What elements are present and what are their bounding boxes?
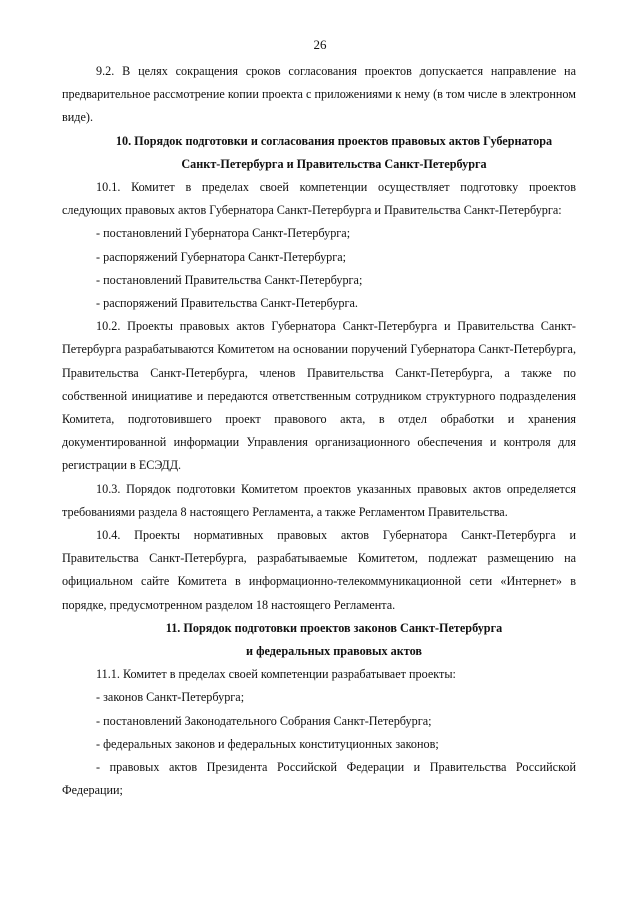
list-item: - федеральных законов и федеральных конституционных законов; [96,736,439,751]
section-11-heading-line-1: 11. Порядок подготовки проектов законов Санкт-Петербурга [165,620,503,635]
paragraph-10-4: 10.4. Проекты нормативных правовых актов Губернатора Санкт-Петербурга и Правительства Санкт-Петербурга, разрабатываемые Комитетом, подлежат размещению на официальном сайте Комитета в информационно-телекоммуникационной сети «Интернет» в порядке, предусмотренном разделом 18 настоящего Регламента. [62,528,576,612]
paragraph-9-2: 9.2. В целях сокращения сроков согласования проектов допускается направление на предварительное рассмотрение копии проекта с приложениями к нему (в том числе в электронном виде). [62,64,576,125]
section-10-heading-line-2: Санкт-Петербурга и Правительства Санкт-Петербурга [181,156,487,171]
paragraph-11-1: 11.1. Комитет в пределах своей компетенции разрабатывает проекты: [96,667,456,682]
list-item: - распоряжений Губернатора Санкт-Петербурга; [96,249,347,264]
list-item: - правовых актов Президента Российской Федерации и Правительства Российской Федерации; [62,760,576,798]
section-10-heading-line-1: 10. Порядок подготовки и согласования проектов правовых актов Губернатора [115,133,553,148]
document-body [62,60,576,803]
paragraph-10-3: 10.3. Порядок подготовки Комитетом проектов указанных правовых актов определяется требованиями раздела 8 настоящего Регламента, а также Регламентом Правительства. [62,481,576,519]
list-item: - постановлений Правительства Санкт-Петербурга; [96,272,363,287]
section-11-heading-line-2: и федеральных правовых актов [246,644,422,659]
list-item: - постановлений Губернатора Санкт-Петербурга; [96,226,351,241]
list-item: - распоряжений Правительства Санкт-Петербурга. [96,296,358,311]
page-number: 26 [313,37,327,52]
paragraph-10-2: 10.2. Проекты правовых актов Губернатора Санкт-Петербурга и Правительства Санкт-Петербурга разрабатываются Комитетом на основании поручений Губернатора Санкт-Петербурга, Правительства Санкт-Петербурга, членов Правительства Санкт-Петербурга, а также по собственной инициативе и передаются ответственным сотрудником структурного подразделения Комитета, подготовившего проект правового акта, в отдел обработки и хранения документированной информации Управления организационного обеспечения и контроля для регистрации в ЕСЭДД. [62,319,576,473]
paragraph-10-1: 10.1. Комитет в пределах своей компетенции осуществляет подготовку проектов следующих правовых актов Губернатора Санкт-Петербурга и Правительства Санкт-Петербурга: [62,180,576,218]
list-item: - законов Санкт-Петербурга; [96,690,245,705]
list-item: - постановлений Законодательного Собрания Санкт-Петербурга; [96,713,432,728]
